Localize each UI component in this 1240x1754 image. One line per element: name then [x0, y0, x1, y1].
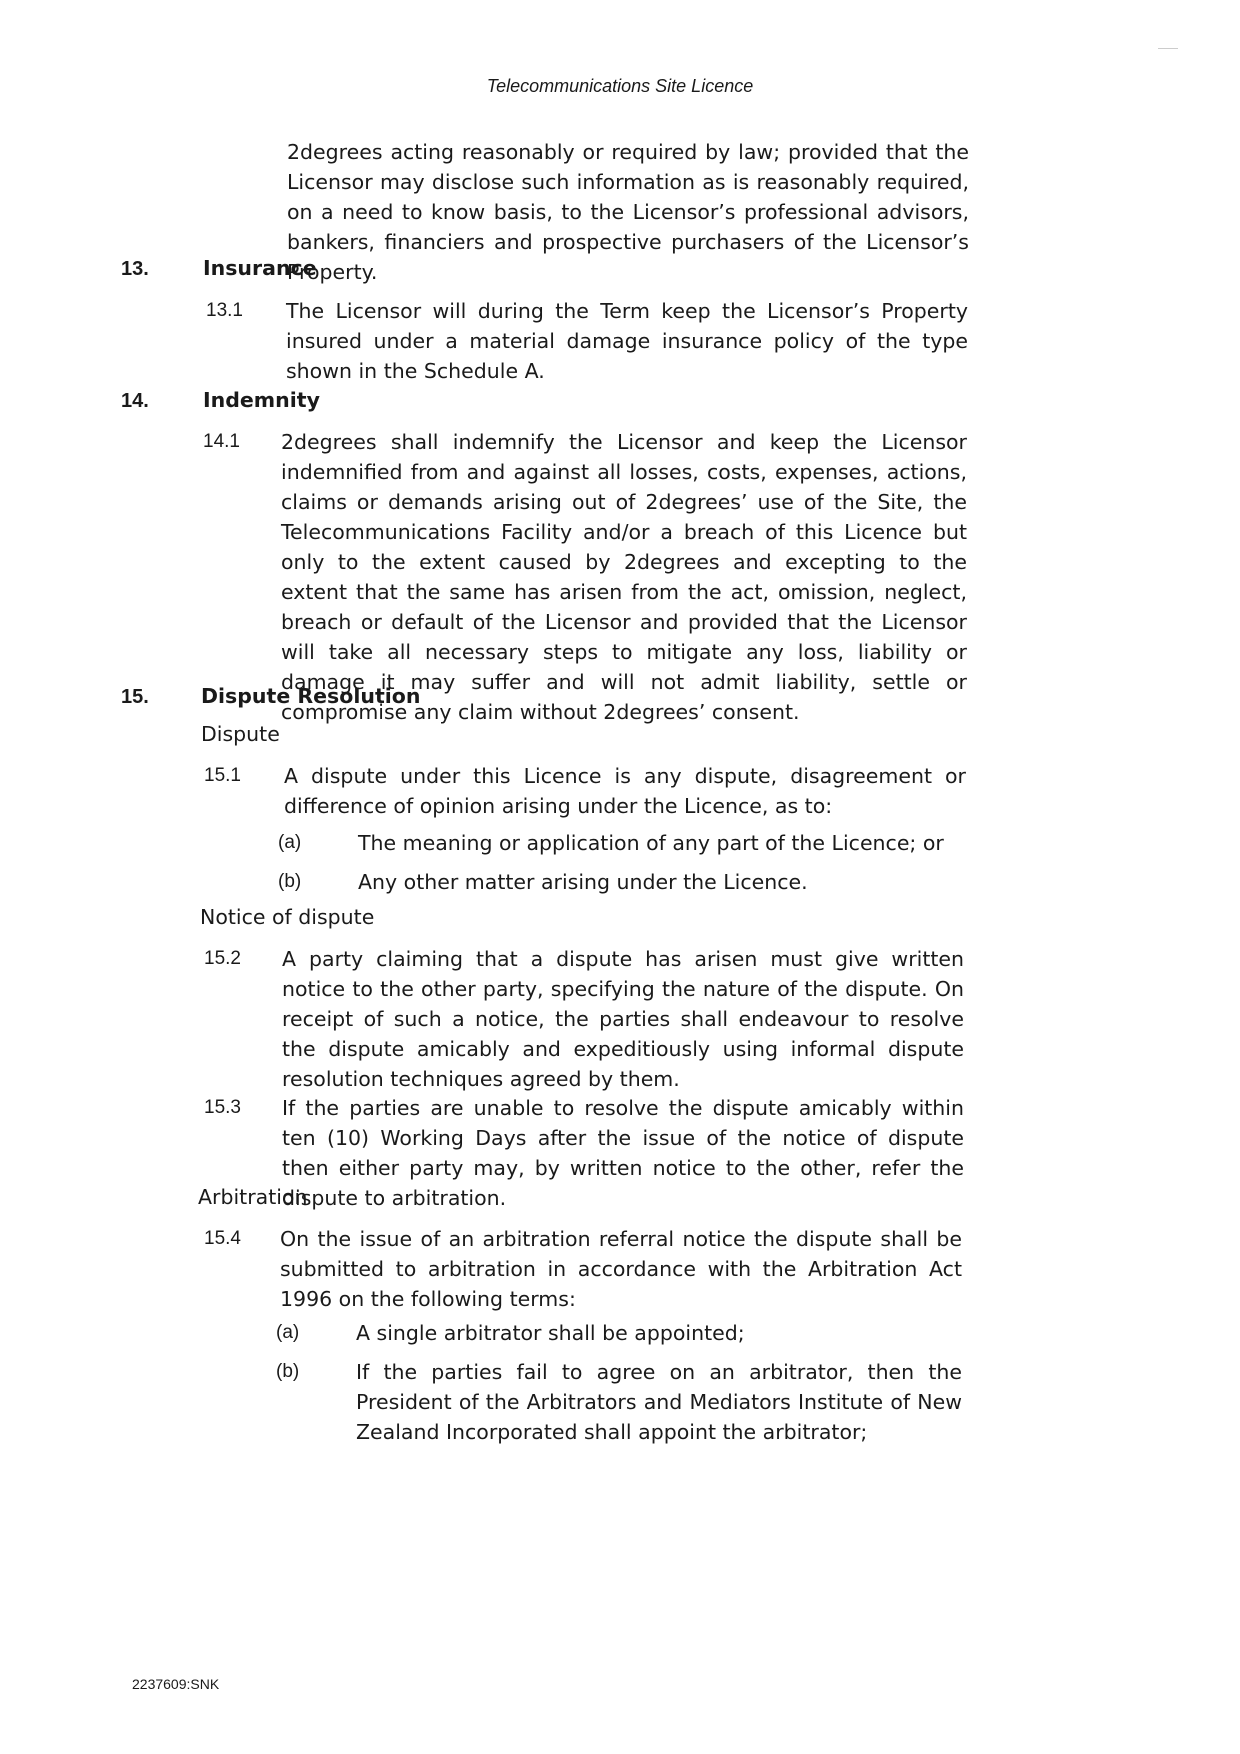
- subheading-notice-of-dispute: Notice of dispute: [200, 905, 375, 929]
- clause-15-4-b-text: If the parties fail to agree on an arbitrator, then the President of the Arbitrators and Mediators Institute of New Zealand Incorporated shall appoint the arbitrator;: [356, 1360, 962, 1444]
- clause-15-4-a-text: A single arbitrator shall be appointed;: [356, 1321, 745, 1345]
- clause-15-1-text: A dispute under this Licence is any dispute, disagreement or difference of opinion arising under the Licence, as to:: [284, 764, 966, 818]
- clause-15-1-b-text: Any other matter arising under the Licence.: [358, 870, 808, 894]
- clause-15-2-number: 15.2: [204, 948, 241, 969]
- section-15-number: 15.: [121, 686, 149, 708]
- clause-15-1-a-label: (a): [278, 832, 302, 853]
- document-reference: 2237609:SNK: [132, 1676, 220, 1692]
- clause-15-4-b-label: (b): [276, 1361, 300, 1382]
- section-13-title: Insurance: [203, 256, 317, 280]
- clause-13-1-number: 13.1: [206, 300, 243, 321]
- clause-14-1-number: 14.1: [203, 431, 240, 452]
- clause-15-4-number: 15.4: [204, 1228, 241, 1249]
- clause-13-1-text: The Licensor will during the Term keep the Licensor’s Property insured under a material damage insurance policy of the type shown in the Schedule A.: [286, 299, 968, 383]
- continuation-paragraph: 2degrees acting reasonably or required by law; provided that the Licensor may disclose such information as is reasonably required, on a need to know basis, to the Licensor’s professional advisors, bankers, financiers and prospective purchasers of the Licensor’s Property.: [287, 140, 969, 284]
- section-14-number: 14.: [121, 390, 149, 412]
- clause-15-4-a-label: (a): [276, 1322, 300, 1343]
- section-14-title: Indemnity: [203, 388, 320, 412]
- clause-15-4-text: On the issue of an arbitration referral notice the dispute shall be submitted to arbitration in accordance with the Arbitration Act 1996 on the following terms:: [280, 1227, 962, 1311]
- section-15-title: Dispute Resolution: [201, 684, 421, 708]
- clause-15-1-b-label: (b): [278, 871, 302, 892]
- clause-15-3-text: If the parties are unable to resolve the dispute amicably within ten (10) Working Days after the issue of the notice of dispute then either party may, by written notice to the other, refer the dispute to arbitration.: [282, 1096, 964, 1210]
- page-header: Telecommunications Site Licence: [486, 76, 754, 96]
- clause-15-2-text: A party claiming that a dispute has arisen must give written notice to the other party, specifying the nature of the dispute. On receipt of such a notice, the parties shall endeavour to resolve the dispute amicably and expeditiously using informal dispute resolution techniques agreed by them.: [282, 947, 964, 1091]
- clause-15-1-a-text: The meaning or application of any part of the Licence; or: [358, 831, 944, 855]
- scan-mark: [1158, 48, 1178, 49]
- clause-14-1-text: 2degrees shall indemnify the Licensor and keep the Licensor indemnified from and against all losses, costs, expenses, actions, claims or demands arising out of 2degrees’ use of the Site, the Telecommunications Facility and/or a breach of this Licence but only to the extent caused by 2degrees and excepting to the extent that the same has arisen from the act, omission, neglect, breach or default of the Licensor and provided that the Licensor will take all necessary steps to mitigate any loss, liability or damage it may suffer and will not admit liability, settle or compromise any claim without 2degrees’ consent.: [281, 430, 967, 724]
- subheading-dispute: Dispute: [201, 722, 280, 746]
- subheading-arbitration: Arbitration: [198, 1185, 308, 1209]
- clause-15-3-number: 15.3: [204, 1097, 241, 1118]
- clause-15-1-number: 15.1: [204, 765, 241, 786]
- section-13-number: 13.: [121, 258, 149, 280]
